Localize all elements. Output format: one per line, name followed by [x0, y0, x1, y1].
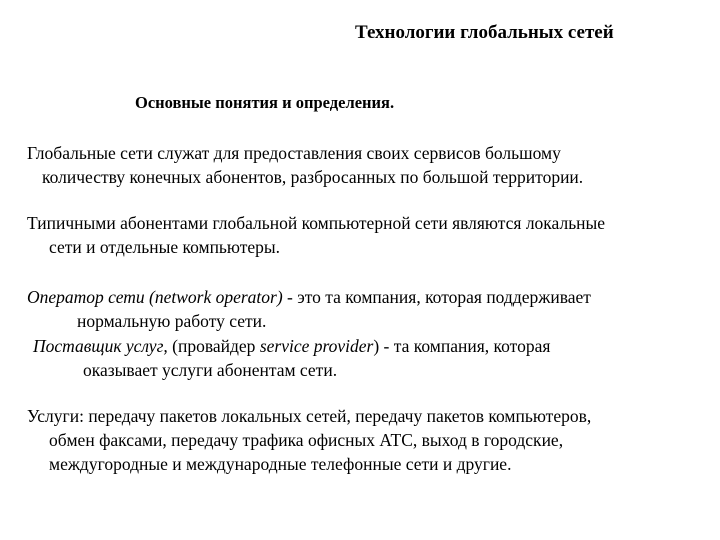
slide-title: Технологии глобальных сетей — [355, 22, 614, 43]
paragraph-service-provider — [33, 334, 550, 382]
definition-text: ) - та компания, которая — [373, 336, 551, 356]
paragraph-line: оказывает услуги абонентам сети. — [83, 360, 338, 380]
paragraph-line: Глобальные сети служат для предоставления своих сервисов большому — [27, 143, 561, 163]
paragraph-line: Типичными абонентами глобальной компьютерной сети являются локальные — [27, 213, 606, 233]
definition-text: - это та компания, которая поддерживает — [282, 287, 591, 307]
paragraph-network-operator — [27, 285, 591, 333]
paragraph-text: (провайдер — [167, 336, 260, 356]
term-network-operator: Оператор сети (network operator) — [27, 287, 283, 307]
paragraph-line — [33, 334, 550, 358]
paragraph-line: нормальную работу сети. — [77, 311, 267, 331]
paragraph-global-networks — [27, 141, 583, 189]
paragraph-line: Услуги: передачу пакетов локальных сетей, передачу пакетов компьютеров, — [27, 406, 592, 426]
paragraph-typical-subscribers — [27, 211, 605, 259]
paragraph-services — [27, 404, 591, 476]
term-service-provider-ru: Поставщик услуг, — [33, 336, 168, 356]
paragraph-line: сети и отдельные компьютеры. — [49, 237, 281, 257]
slide-subtitle: Основные понятия и определения. — [135, 93, 395, 112]
paragraph-line: количеству конечных абонентов, разбросанных по большой территории. — [42, 167, 584, 187]
term-service-provider-en: service provider — [259, 336, 374, 356]
paragraph-line: обмен факсами, передачу трафика офисных АТС, выход в городские, — [49, 430, 564, 450]
paragraph-line — [27, 285, 591, 309]
paragraph-line: междугородные и международные телефонные сети и другие. — [49, 454, 512, 474]
